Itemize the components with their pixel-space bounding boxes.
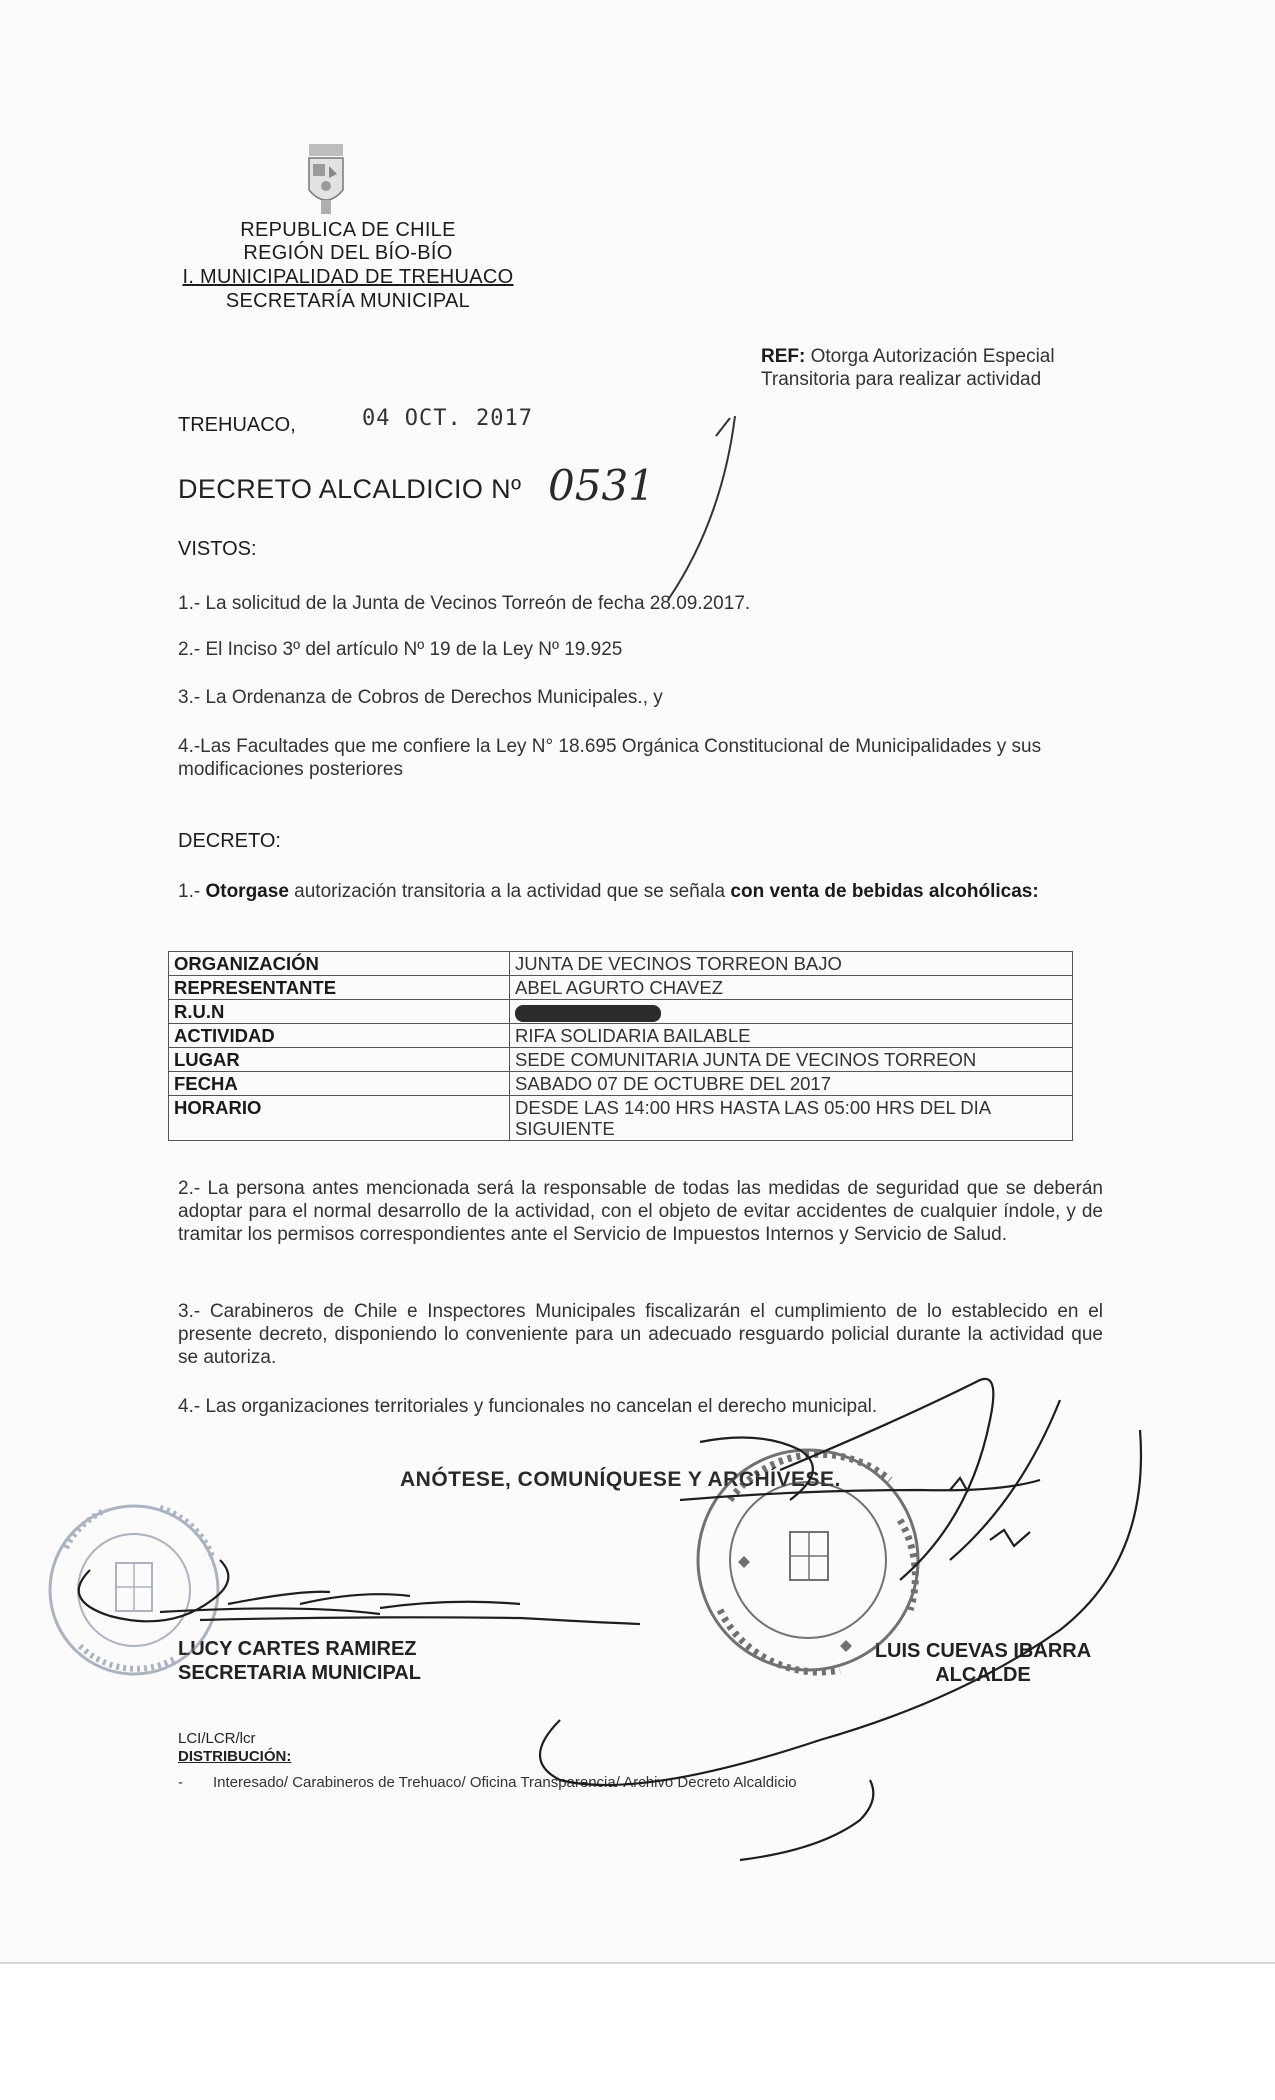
coat-of-arms-icon — [303, 140, 349, 220]
table-value: SEDE COMUNITARIA JUNTA DE VECINOS TORREON — [510, 1048, 1073, 1072]
header-country: REPUBLICA DE CHILE — [240, 219, 456, 241]
table-value: ABEL AGURTO CHAVEZ — [510, 976, 1073, 1000]
distribution-label: DISTRIBUCIÓN: — [178, 1748, 292, 1765]
decree-number: 0531 — [548, 461, 655, 510]
reference-block — [761, 345, 1111, 391]
distribution-item — [178, 1774, 797, 1791]
decree-slash-mark — [668, 416, 735, 600]
vistos-item: 4.-Las Facultades que me confiere la Ley N° 18.695 Orgánica Constitucional de Municipalidades y sus modificaciones posteriores — [178, 736, 1042, 780]
table-row — [169, 1072, 1073, 1096]
date-stamp: 04 OCT. 2017 — [362, 406, 533, 431]
mayor-title: ALCALDE — [935, 1664, 1031, 1686]
decree-title: DECRETO ALCALDICIO Nº — [178, 474, 522, 504]
table-label: LUGAR — [169, 1048, 510, 1072]
decreto-paragraph-1 — [178, 880, 1103, 903]
table-value: SABADO 07 DE OCTUBRE DEL 2017 — [510, 1072, 1073, 1096]
secretary-name: LUCY CARTES RAMIREZ — [178, 1638, 417, 1660]
p1-text: autorización transitoria a la actividad que se señala — [294, 881, 726, 902]
secretary-signature — [79, 1560, 640, 1624]
table-value: DESDE LAS 14:00 HRS HASTA LAS 05:00 HRS DEL DIA SIGUIENTE — [510, 1096, 1073, 1141]
redacted-run — [515, 1005, 661, 1022]
table-row — [169, 1048, 1073, 1072]
reference-text: Otorga Autorización Especial Transitoria para realizar actividad — [761, 346, 1055, 390]
table-row — [169, 1024, 1073, 1048]
closing-formula: ANÓTESE, COMUNÍQUESE Y ARCHÍVESE. — [400, 1468, 841, 1491]
p1-bold-verb: Otorgase — [205, 881, 289, 902]
mayor-name: LUIS CUEVAS IBARRA — [874, 1640, 1092, 1662]
activity-table — [168, 951, 1073, 1141]
header-municipality: I. MUNICIPALIDAD DE TREHUACO — [182, 266, 514, 288]
p1-bold-tail: con venta de bebidas alcohólicas: — [730, 881, 1039, 902]
table-row — [169, 952, 1073, 976]
vistos-item: 1.- La solicitud de la Junta de Vecinos Torreón de fecha 28.09.2017. — [178, 593, 751, 614]
secretary-title: SECRETARIA MUNICIPAL — [178, 1662, 421, 1684]
table-value: JUNTA DE VECINOS TORREON BAJO — [510, 952, 1073, 976]
table-label: FECHA — [169, 1072, 510, 1096]
table-label: ORGANIZACIÓN — [169, 952, 510, 976]
table-row — [169, 1096, 1073, 1141]
vistos-item: 2.- El Inciso 3º del artículo Nº 19 de la Ley Nº 19.925 — [178, 639, 623, 660]
decreto-paragraph-4: 4.- Las organizaciones territoriales y funcionales no cancelan el derecho municipal. — [178, 1396, 878, 1417]
table-row — [169, 1000, 1073, 1024]
table-row — [169, 976, 1073, 1000]
decreto-paragraph-3: 3.- Carabineros de Chile e Inspectores Municipales fiscalizarán el cumplimiento de lo establecido en el presente decreto, disponiendo lo conveniente para un adecuado resguardo policial durante la actividad que se autoriza. — [178, 1301, 1103, 1368]
reference-label: REF: — [761, 346, 806, 367]
table-value — [510, 1000, 1073, 1024]
vistos-item: 3.- La Ordenanza de Cobros de Derechos Municipales., y — [178, 687, 663, 708]
initials: LCI/LCR/lcr — [178, 1730, 256, 1747]
place-label: TREHUACO, — [178, 414, 296, 436]
table-label: REPRESENTANTE — [169, 976, 510, 1000]
p1-number: 1.- — [178, 881, 201, 902]
decreto-heading: DECRETO: — [178, 830, 281, 852]
table-label: HORARIO — [169, 1096, 510, 1141]
table-label: R.U.N — [169, 1000, 510, 1024]
table-value: RIFA SOLIDARIA BAILABLE — [510, 1024, 1073, 1048]
header-office: SECRETARÍA MUNICIPAL — [225, 290, 471, 312]
header-region: REGIÓN DEL BÍO-BÍO — [243, 242, 453, 264]
decree-slash-tick — [716, 418, 730, 436]
table-label: ACTIVIDAD — [169, 1024, 510, 1048]
decreto-paragraph-2: 2.- La persona antes mencionada será la responsable de todas las medidas de seguridad que se deberán adoptar para el normal desarrollo de la actividad, con el objeto de evitar accidentes de cualquier índole, y de tramitar los permisos correspondientes ante el Servicio de Impuestos Internos y Servicio de Salud. — [178, 1178, 1103, 1245]
distribution-text: Interesado/ Carabineros de Trehuaco/ Oficina Transparencia/ Archivo Decreto Alcaldicio — [213, 1774, 797, 1791]
vistos-heading: VISTOS: — [178, 538, 257, 560]
distribution-dash: - — [178, 1774, 183, 1791]
